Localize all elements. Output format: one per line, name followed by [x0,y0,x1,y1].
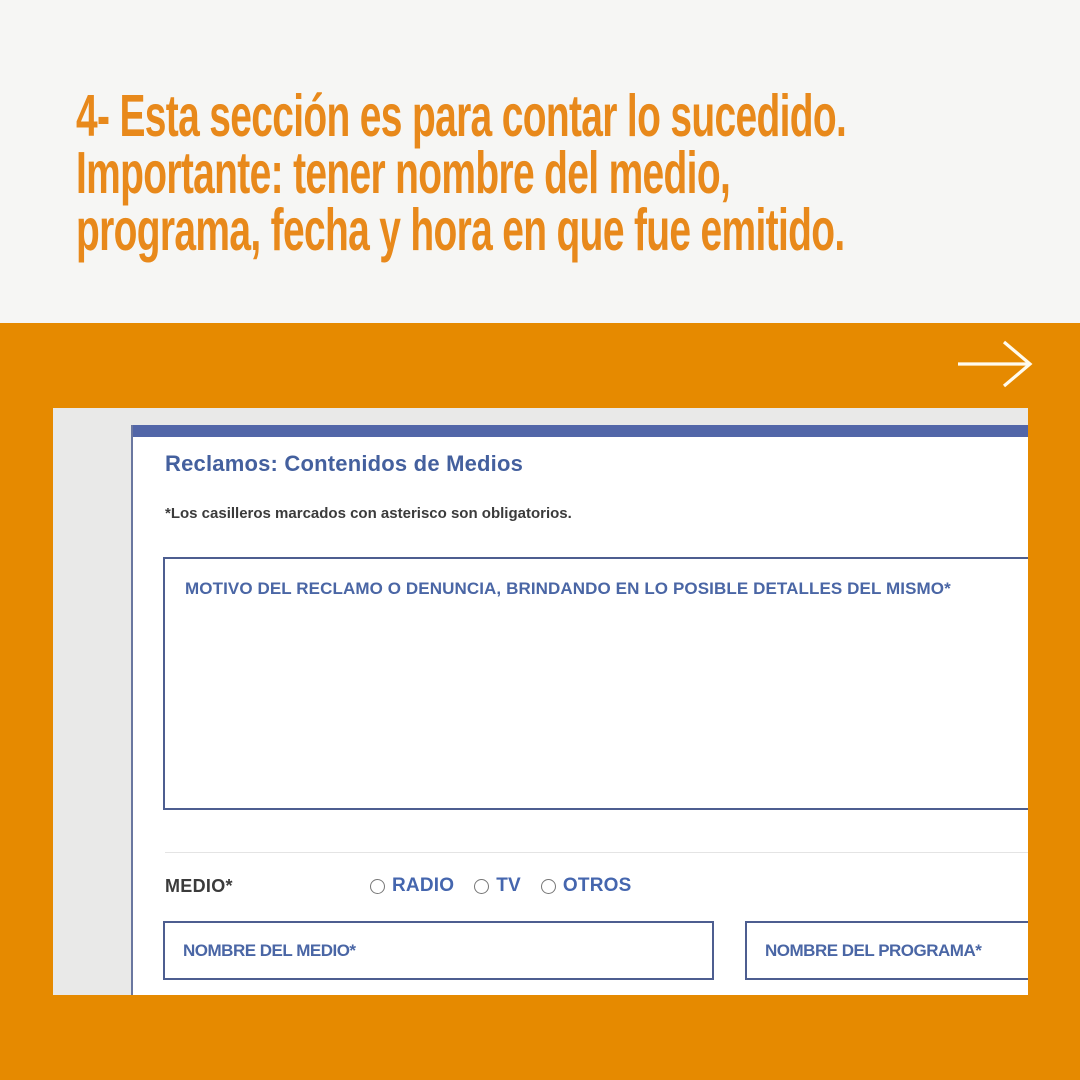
medio-label: MEDIO* [165,875,233,896]
nombre-del-programa-input[interactable] [745,921,1028,980]
radio-option-otros[interactable] [541,875,632,897]
heading-line-2: Importante: tener nombre del medio, [76,140,731,206]
radio-option-radio[interactable] [370,875,454,897]
heading-line-1: 4- Esta sección es para contar lo sucedido. [76,83,847,149]
medio-row [165,871,1028,901]
radio-button-icon[interactable] [370,879,385,894]
radio-option-label: OTROS [562,875,632,896]
radio-option-label: RADIO [392,875,455,896]
section-divider [165,852,1028,853]
radio-button-icon[interactable] [474,879,489,894]
form-top-bar [133,425,1028,437]
radio-button-icon[interactable] [541,879,556,894]
medio-radio-group [370,875,631,897]
next-arrow-icon [956,338,1034,390]
radio-option-label: TV [496,875,521,896]
form-title: Reclamos: Contenidos de Medios [165,451,524,476]
form-screenshot [53,408,1028,995]
slide-heading [76,83,847,263]
motivo-textarea[interactable] [163,557,1028,810]
heading-line-3: programa, fecha y hora en que fue emitido. [76,197,845,263]
intro-section [0,0,1080,323]
form-card [131,425,1028,995]
radio-option-tv[interactable] [474,875,521,897]
nombre-del-medio-input[interactable] [163,921,714,980]
required-fields-note: *Los casilleros marcados con asterisco son obligatorios. [165,505,572,522]
